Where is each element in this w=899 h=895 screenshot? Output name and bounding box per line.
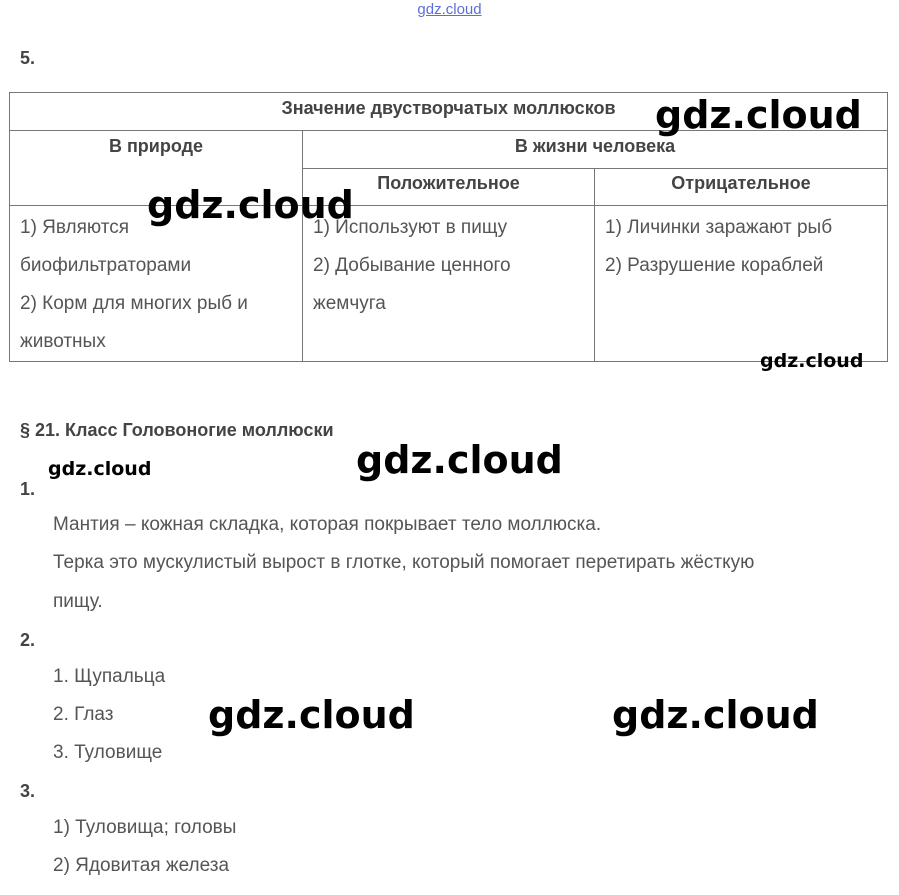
- list-item: жемчуга: [313, 293, 386, 314]
- column-header-nature: В природе: [10, 131, 303, 206]
- answer-line: Мантия – кожная складка, которая покрывает тело моллюска.: [53, 514, 602, 535]
- list-item: 2) Добывание ценного: [313, 255, 511, 276]
- list-item: 1) Являются: [20, 217, 130, 238]
- list-item: 2) Разрушение кораблей: [605, 255, 824, 276]
- watermark: gdz.cloud: [760, 350, 864, 372]
- watermark: gdz.cloud: [147, 183, 354, 227]
- watermark: gdz.cloud: [48, 458, 152, 480]
- list-item: 2. Глаз: [53, 704, 114, 725]
- column-header-negative: Отрицательное: [595, 169, 888, 206]
- list-item: 1) Личинки заражают рыб: [605, 217, 833, 238]
- list-item: 1. Щупальца: [53, 666, 166, 687]
- watermark: gdz.cloud: [356, 438, 563, 482]
- list-item: 2) Корм для многих рыб и: [20, 293, 248, 314]
- watermark: gdz.cloud: [612, 693, 819, 737]
- watermark: gdz.cloud: [208, 693, 415, 737]
- list-item: 2) Ядовитая железа: [53, 855, 230, 876]
- task-number: 5.: [20, 48, 36, 68]
- answer-line: пищу.: [53, 591, 103, 612]
- watermark: gdz.cloud: [655, 93, 862, 137]
- section-title: § 21. Класс Головоногие моллюски: [20, 420, 334, 440]
- list-item: 1) Туловища; головы: [53, 817, 237, 838]
- question-number: 1.: [20, 479, 36, 499]
- list-item: 1) Используют в пищу: [313, 217, 508, 238]
- list-item: биофильтраторами: [20, 255, 192, 276]
- list-item: животных: [20, 331, 106, 352]
- question-number: 2.: [20, 630, 36, 650]
- top-watermark-link[interactable]: gdz.cloud: [417, 1, 482, 18]
- cell-positive: [303, 206, 595, 362]
- table-title: Значение двустворчатых моллюсков: [10, 93, 888, 131]
- column-header-positive: Положительное: [303, 169, 595, 206]
- column-header-human-life: В жизни человека: [303, 131, 888, 169]
- cell-negative: [595, 206, 888, 362]
- list-item: 3. Туловище: [53, 742, 163, 763]
- answer-line: Терка это мускулистый вырост в глотке, который помогает перетирать жёсткую: [53, 552, 755, 573]
- cell-nature: [10, 206, 303, 362]
- question-number: 3.: [20, 781, 36, 801]
